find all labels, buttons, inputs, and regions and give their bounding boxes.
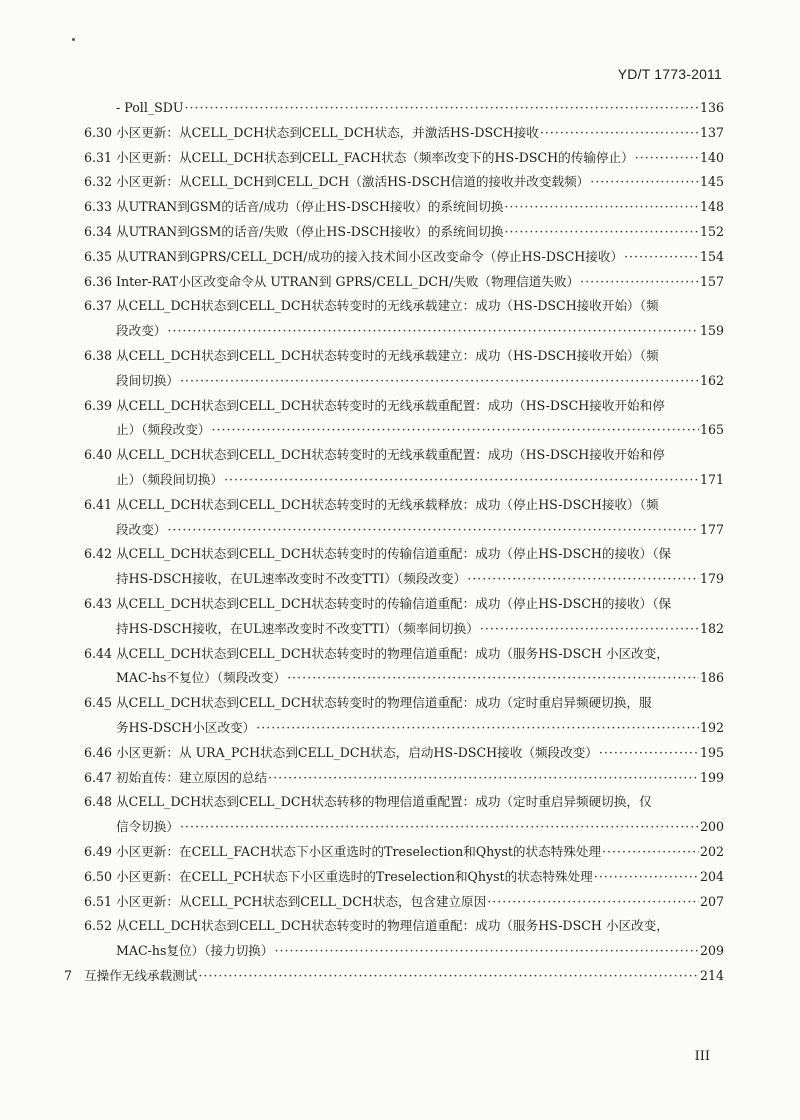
toc-entry-title: - Poll_SDU [116, 100, 184, 115]
toc-entry[interactable] [64, 344, 724, 394]
toc-entry-number: 6.36 [84, 273, 113, 289]
toc-entry-body [116, 220, 724, 245]
dot-leader [287, 666, 699, 691]
dot-leader [224, 468, 699, 493]
toc-entry[interactable] [64, 270, 724, 295]
dot-leader [167, 518, 699, 543]
dot-leader [590, 170, 699, 195]
toc-entry-title: 持HS-DSCH接收，在UL速率改变时不改变TTI）（频率间切换） [116, 620, 479, 636]
toc-entry-title-line1: 从CELL_DCH状态到CELL_DCH状态转变时的无线承载建立：成功（HS-DSCH接收开始）（频 [116, 347, 659, 363]
toc-entry[interactable] [64, 195, 724, 220]
toc-entry-page: 137 [699, 124, 724, 140]
toc-entry-page: 157 [699, 273, 724, 289]
toc-entry-page: 136 [699, 100, 724, 115]
toc-entry-number: 6.41 [84, 496, 113, 512]
toc-entry-number: 6.38 [84, 347, 113, 363]
dot-leader [180, 815, 699, 840]
toc-entry-body [116, 493, 724, 543]
toc-entry-leader-line [116, 170, 724, 195]
toc-entry-page: 200 [699, 819, 724, 835]
toc-entry-body [116, 741, 724, 766]
toc-entry-body [116, 865, 724, 890]
toc-entry-leader-line [116, 939, 724, 964]
toc-entry-number: 6.47 [84, 769, 113, 785]
toc-entry-leader-line [116, 890, 724, 915]
toc-entry-page: 154 [699, 248, 724, 264]
toc-entry-body [116, 766, 724, 791]
toc-entry[interactable] [64, 121, 724, 146]
toc-entry[interactable] [64, 691, 724, 741]
toc-entry-title-line1: 从CELL_DCH状态到CELL_DCH状态转变时的无线承载释放：成功（停止HS-DSCH接收）（频 [116, 496, 659, 512]
toc-entry-body [116, 542, 724, 592]
toc-entry-title-line1: 从CELL_DCH状态到CELL_DCH状态转变时的无线承载重配置：成功（HS-DSCH接收开始和停 [116, 397, 665, 413]
toc-entry[interactable] [64, 294, 724, 344]
toc-entry-leader-line [84, 964, 724, 989]
toc-entry-number: 6.32 [84, 174, 113, 190]
toc-entry-leader-line [116, 270, 724, 295]
toc-entry-number: 6.40 [84, 447, 113, 463]
toc-entry-leader-line [116, 319, 724, 344]
dot-leader [504, 195, 699, 220]
toc-entry-number: 6.45 [84, 695, 113, 711]
toc-entry-page: 186 [699, 670, 724, 686]
toc-entry[interactable] [64, 592, 724, 642]
toc-entry-number: 6.48 [84, 794, 113, 810]
toc-entry[interactable] [64, 914, 724, 964]
dot-leader [185, 96, 699, 121]
toc-entry-number: 7 [64, 967, 73, 983]
toc-entry-body [116, 790, 724, 840]
toc-entry-leader-line [116, 567, 724, 592]
toc-entry-title: 小区更新：从CELL_DCH到CELL_DCH（激活HS-DSCH信道的接收并改变载频） [116, 174, 590, 190]
toc-entry-title: 互操作无线承载测试 [84, 967, 198, 983]
dot-leader [635, 146, 699, 171]
toc-entry[interactable] [64, 890, 724, 915]
dot-leader [580, 270, 699, 295]
toc-entry-title: 小区更新：在CELL_PCH状态下小区重选时的Treselection和Qhyst的状态特殊处理 [116, 868, 593, 884]
toc-entry-leader-line [116, 418, 724, 443]
toc-entry-page: 171 [699, 471, 724, 487]
dot-leader [467, 567, 699, 592]
toc-entry-title: 段改变） [116, 323, 167, 339]
toc-entry-page: 159 [699, 323, 724, 339]
toc-entry-title: 初始直传：建立原因的总结 [116, 769, 268, 785]
toc-entry-title-line1: 从CELL_DCH状态到CELL_DCH状态转变时的物理信道重配：成功（定时重启异频硬切换，服 [116, 695, 652, 711]
toc-entry-title: 小区更新：从 URA_PCH状态到CELL_DCH状态，启动HS-DSCH接收（频段改变） [116, 744, 598, 760]
toc-entry-number: 6.33 [84, 199, 113, 215]
dot-leader [198, 964, 699, 989]
toc-entry-page: 195 [699, 744, 724, 760]
toc-entry-title-line1: 从CELL_DCH状态到CELL_DCH状态转变时的传输信道重配：成功（停止HS-DSCH的接收）（保 [116, 546, 672, 562]
dot-leader [602, 840, 699, 865]
toc-entry-body [116, 890, 724, 915]
toc-entry[interactable] [64, 245, 724, 270]
toc-entry-number: 6.43 [84, 595, 113, 611]
toc-entry-body [116, 914, 724, 964]
toc-entry-number: 6.50 [84, 868, 113, 884]
toc-entry-page: 192 [699, 719, 724, 735]
toc-entry-page: 204 [699, 868, 724, 884]
toc-entry-page: 207 [699, 893, 724, 909]
toc-entry-number: 6.49 [84, 843, 113, 859]
toc-entry-page: 152 [699, 223, 724, 239]
toc-entry-title: 小区更新：从CELL_DCH状态到CELL_FACH状态（频率改变下的HS-DSCH的传输停止） [116, 149, 634, 165]
toc-entry-number: 6.52 [84, 918, 113, 934]
toc-entry-leader-line [116, 121, 724, 146]
standard-code-header: YD/T 1773-2011 [617, 66, 722, 82]
page-number: III [694, 1049, 710, 1064]
toc-entry-leader-line [116, 96, 724, 121]
toc-entry-title-line1: 从CELL_DCH状态到CELL_DCH状态转变时的物理信道重配：成功（服务HS-DSCH 小区改变， [116, 645, 669, 661]
toc-entry-body [116, 294, 724, 344]
toc-entry-title: 段间切换） [116, 372, 179, 388]
toc-entry[interactable] [64, 542, 724, 592]
dot-leader [275, 939, 699, 964]
toc-entry-body [116, 270, 724, 295]
toc-entry-page: 145 [699, 174, 724, 190]
toc-entry-body [116, 394, 724, 444]
dot-leader [480, 617, 699, 642]
toc-entry-body [116, 443, 724, 493]
toc-entry-title: 小区更新：从CELL_PCH状态到CELL_DCH状态，包含建立原因 [116, 893, 487, 909]
toc-entry-body [84, 964, 724, 989]
toc-entry-title: Inter-RAT小区改变命令从 UTRAN到 GPRS/CELL_DCH/失败（物理信道失败） [116, 273, 580, 289]
toc-entry[interactable] [64, 220, 724, 245]
toc-entry-body [116, 592, 724, 642]
toc-entry-number: 6.51 [84, 893, 113, 909]
toc-entry-leader-line [116, 220, 724, 245]
toc-entry-page: 209 [699, 943, 724, 959]
toc-entry[interactable] [64, 964, 724, 989]
toc-entry-page: 199 [699, 769, 724, 785]
dot-leader [540, 121, 699, 146]
toc-entry-body [116, 170, 724, 195]
scan-speck [72, 38, 75, 41]
toc-entry-leader-line [116, 245, 724, 270]
toc-entry[interactable] [64, 443, 724, 493]
toc-entry-title: 止）（频段间切换） [116, 471, 224, 487]
toc-entry-leader-line [116, 741, 724, 766]
toc-entry-leader-line [116, 766, 724, 791]
toc-entry-number: 6.42 [84, 546, 113, 562]
toc-entry-leader-line [116, 369, 724, 394]
toc-entry-page: 148 [699, 199, 724, 215]
dot-leader [268, 766, 699, 791]
toc-entry-page: 162 [699, 372, 724, 388]
toc-entry-body [116, 344, 724, 394]
toc-entry[interactable] [64, 642, 724, 692]
toc-entry-title: 止）（频段改变） [116, 422, 211, 438]
toc-entry[interactable] [64, 96, 724, 121]
toc-entry-body [116, 691, 724, 741]
toc-entry-leader-line [116, 815, 724, 840]
toc-entry-body [116, 195, 724, 220]
toc-entry-body [116, 121, 724, 146]
toc-entry-page: 182 [699, 620, 724, 636]
toc-entry-title: 小区更新：在CELL_FACH状态下小区重选时的Treselection和Qhyst的状态特殊处理 [116, 843, 602, 859]
toc-entry-leader-line [116, 840, 724, 865]
toc-entry-title: 从UTRAN到GSM的话音/成功（停止HS-DSCH接收）的系统间切换 [116, 199, 504, 215]
toc-entry-title: 从UTRAN到GPRS/CELL_DCH/成功的接入技术间小区改变命令（停止HS-DSCH接收） [116, 248, 624, 264]
toc-entry-page: 177 [699, 521, 724, 537]
toc-entry-number: 6.34 [84, 223, 113, 239]
toc-entry[interactable] [64, 394, 724, 444]
dot-leader [256, 716, 699, 741]
dot-leader [594, 865, 699, 890]
dot-leader [487, 890, 699, 915]
toc-entry-title-line1: 从CELL_DCH状态到CELL_DCH状态转变时的物理信道重配：成功（服务HS-DSCH 小区改变， [116, 918, 669, 934]
toc-entry-leader-line [116, 716, 724, 741]
toc-entry-number: 6.39 [84, 397, 113, 413]
toc-entry-number: 6.35 [84, 248, 113, 264]
toc-entry-leader-line [116, 518, 724, 543]
toc-entry-body [116, 642, 724, 692]
toc-entry[interactable] [64, 493, 724, 543]
toc-entry[interactable] [64, 170, 724, 195]
toc-entry[interactable] [64, 790, 724, 840]
toc-entry-leader-line [116, 146, 724, 171]
toc-entry-number: 6.46 [84, 744, 113, 760]
toc-entry-page: 179 [699, 571, 724, 587]
toc-entry[interactable] [64, 766, 724, 791]
toc-entry-page: 165 [699, 422, 724, 438]
toc-entry-leader-line [116, 195, 724, 220]
toc-entry-title-line1: 从CELL_DCH状态到CELL_DCH状态转变时的传输信道重配：成功（停止HS-DSCH的接收）（保 [116, 595, 672, 611]
toc-entry-title: 段改变） [116, 521, 167, 537]
toc-entry-body [116, 96, 724, 121]
toc-entry-title: MAC-hs不复位）（频段改变） [116, 670, 287, 686]
toc-entry[interactable] [64, 840, 724, 865]
toc-entry[interactable] [64, 741, 724, 766]
toc-entry-number: 6.31 [84, 149, 113, 165]
toc-entry-title: 从UTRAN到GSM的话音/失败（停止HS-DSCH接收）的系统间切换 [116, 223, 504, 239]
toc-entry-title: MAC-hs复位）（接力切换） [116, 943, 274, 959]
toc-entry-page: 202 [699, 843, 724, 859]
toc-entry-number: 6.44 [84, 645, 113, 661]
toc-entry[interactable] [64, 865, 724, 890]
toc-entry-leader-line [116, 865, 724, 890]
toc-entry-title: 小区更新：从CELL_DCH状态到CELL_DCH状态，并激活HS-DSCH接收 [116, 124, 539, 140]
dot-leader [211, 418, 699, 443]
dot-leader [180, 369, 699, 394]
toc-entry-body [116, 840, 724, 865]
toc-entry-number: 6.30 [84, 124, 113, 140]
toc-entry-title-line1: 从CELL_DCH状态到CELL_DCH状态转移的物理信道重配置：成功（定时重启异频硬切换，仅 [116, 794, 652, 810]
dot-leader [599, 741, 699, 766]
toc-entry-leader-line [116, 468, 724, 493]
toc-entry-number: 6.37 [84, 298, 113, 314]
toc-entry-page: 140 [699, 149, 724, 165]
toc-entry-body [116, 146, 724, 171]
dot-leader [624, 245, 699, 270]
toc-entry-title-line1: 从CELL_DCH状态到CELL_DCH状态转变时的无线承载重配置：成功（HS-DSCH接收开始和停 [116, 447, 665, 463]
toc-entry[interactable] [64, 146, 724, 171]
toc-entry-title: 持HS-DSCH接收，在UL速率改变时不改变TTI）（频段改变） [116, 571, 467, 587]
toc-entry-body [116, 245, 724, 270]
toc-entry-title: 信令切换） [116, 819, 179, 835]
toc-entry-title-line1: 从CELL_DCH状态到CELL_DCH状态转变时的无线承载建立：成功（HS-DSCH接收开始）（频 [116, 298, 659, 314]
toc-entry-leader-line [116, 666, 724, 691]
toc-entry-title: 务HS-DSCH小区改变） [116, 719, 256, 735]
dot-leader [167, 319, 699, 344]
table-of-contents [64, 96, 724, 989]
dot-leader [504, 220, 699, 245]
toc-entry-leader-line [116, 617, 724, 642]
toc-entry-page: 214 [699, 967, 724, 983]
